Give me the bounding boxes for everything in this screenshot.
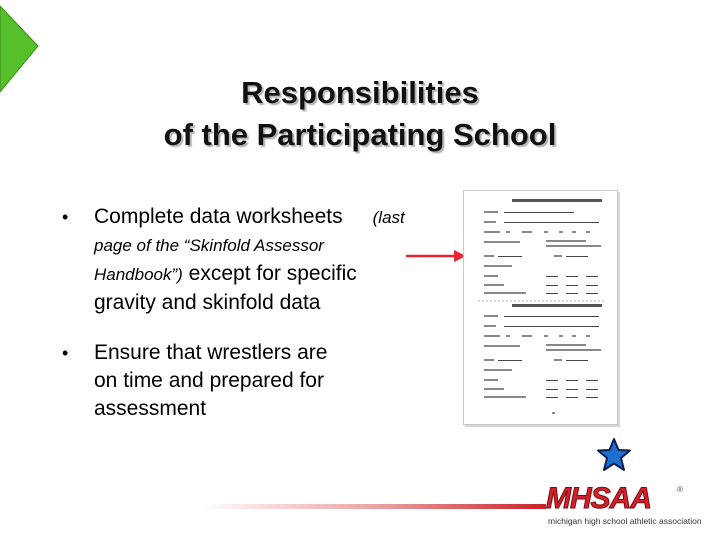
worksheet-top-form — [484, 199, 602, 294]
logo-wordmark: MHSAA — [546, 482, 651, 515]
bullet1-italic-tail: Handbook”) — [94, 265, 183, 284]
logo-registered-mark: ® — [677, 485, 683, 494]
bullet1-rest-a: except for specific — [182, 262, 357, 285]
bullet-dot-icon: • — [62, 207, 69, 227]
bullet2-line1: Ensure that wrestlers are — [94, 341, 328, 364]
worksheet-bottom-form — [484, 304, 602, 414]
arrow-right-icon — [406, 248, 468, 264]
bullet1-main-text: Complete data worksheets — [94, 205, 343, 228]
worksheet-thumbnail — [463, 190, 618, 425]
bullet1-rest-b: gravity and skinfold data — [94, 291, 321, 314]
bullet-item-ensure — [60, 339, 460, 423]
bullet2-line3: assessment — [94, 397, 207, 420]
bullet2-line2: on time and prepared for — [94, 369, 324, 392]
logo-tagline: michigan high school athletic association — [548, 516, 702, 526]
bullet-list — [60, 203, 460, 423]
slide-title — [0, 72, 720, 156]
mhsaa-logo — [546, 478, 702, 528]
bullet1-aside-text: (last — [372, 208, 405, 227]
bullet-item-worksheets — [60, 203, 460, 317]
slide-title-line2: of the Participating School — [163, 117, 557, 152]
bullet-dot-icon: • — [62, 343, 69, 363]
bullet1-italic-line: page of the “Skinfold Assessor — [94, 236, 324, 255]
slide-title-line1: Responsibilities — [241, 75, 479, 110]
star-icon — [596, 437, 632, 473]
footer-gradient-bar — [200, 502, 546, 510]
